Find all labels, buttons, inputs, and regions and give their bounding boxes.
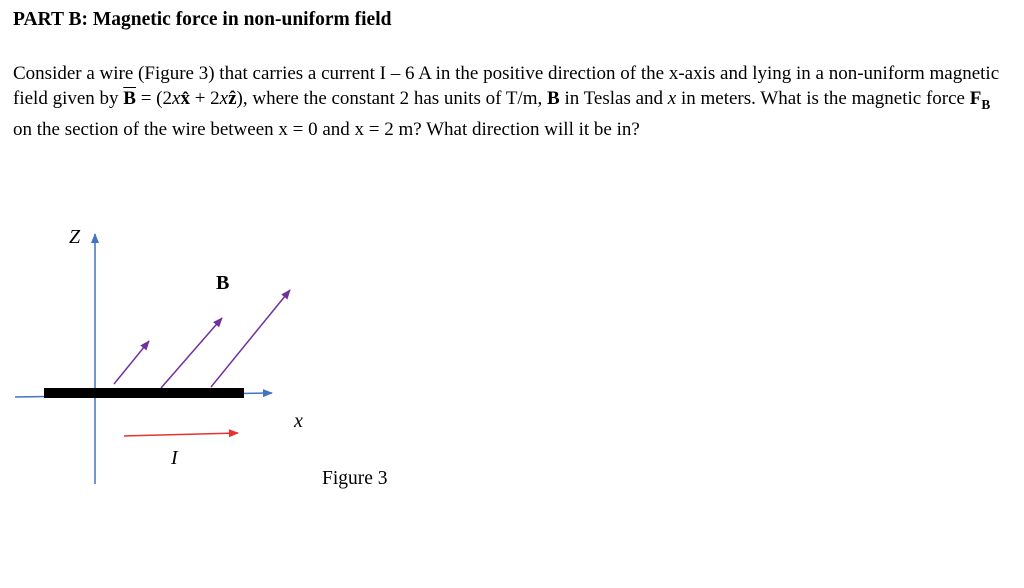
- problem-text-6: in meters. What is the magnetic force: [676, 88, 970, 109]
- field-arrow-3: [211, 290, 290, 387]
- x-variable: x: [667, 88, 677, 109]
- section-heading: PART B: Magnetic force in non-uniform field: [13, 9, 392, 30]
- x-variable: x: [172, 88, 181, 109]
- problem-text-3: + 2: [189, 88, 220, 109]
- problem-text-1: Consider a wire (Figure 3) that carries a current I – 6 A in the positive direction of the x-axis and lying in a non-uniform magnetic field given by: [13, 63, 1000, 109]
- current-arrow: [124, 433, 238, 436]
- problem-text-4: ), where the constant 2 has units of T/m,: [236, 88, 547, 109]
- x-axis-label: x: [294, 410, 303, 432]
- field-arrow-1: [114, 341, 149, 384]
- current-label: I: [171, 447, 178, 469]
- x-unit-vector: x̂: [180, 88, 190, 109]
- problem-text-7: on the section of the wire between x = 0 and x = 2 m? What direction will it be in?: [13, 118, 640, 140]
- figure-caption: Figure 3: [322, 468, 388, 489]
- x-variable: x: [219, 88, 229, 109]
- b-bold-symbol: B: [547, 88, 560, 109]
- b-vector-symbol: $\overline{B}$: [123, 88, 136, 109]
- problem-text-2: = (2: [135, 88, 173, 109]
- force-symbol: $F_B$: [969, 88, 991, 112]
- wire: [44, 388, 244, 398]
- z-axis-label: Z: [69, 226, 81, 248]
- z-unit-vector: ẑ: [228, 88, 237, 109]
- field-arrow-2: [161, 318, 222, 388]
- problem-text-5: in Teslas and: [559, 88, 668, 109]
- field-label: B: [216, 272, 230, 294]
